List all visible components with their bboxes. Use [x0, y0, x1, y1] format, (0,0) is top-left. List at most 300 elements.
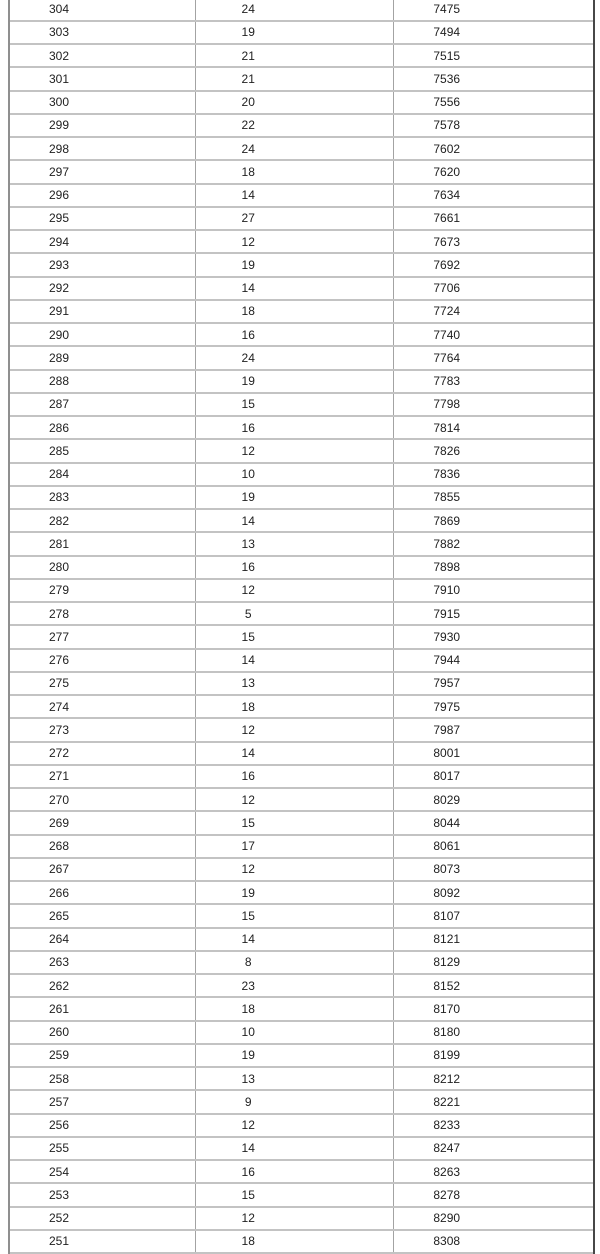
score-value: 267	[49, 862, 70, 877]
count-value: 24	[241, 350, 255, 365]
score-value: 302	[49, 48, 70, 63]
cumulative-value: 8001	[433, 746, 461, 761]
cumulative-value: 7602	[433, 141, 461, 156]
table-row	[10, 394, 593, 417]
table-row	[10, 603, 593, 626]
cumulative-value: 8247	[433, 1141, 461, 1156]
score-value: 290	[49, 327, 70, 342]
table-row	[10, 347, 593, 370]
cell-count	[196, 673, 394, 694]
cell-cumulative	[394, 766, 593, 787]
score-value: 265	[49, 908, 70, 923]
cumulative-value: 8180	[433, 1025, 461, 1040]
cell-cumulative	[394, 22, 593, 43]
cell-score	[10, 371, 196, 392]
cumulative-value: 7724	[433, 304, 461, 319]
score-value: 287	[49, 397, 70, 412]
count-value: 12	[241, 443, 255, 458]
cumulative-value: 8017	[433, 769, 461, 784]
cell-score	[10, 138, 196, 159]
count-value: 19	[241, 885, 255, 900]
count-value: 21	[241, 71, 255, 86]
cell-cumulative	[394, 789, 593, 810]
score-value: 264	[49, 932, 70, 947]
count-value: 13	[241, 676, 255, 691]
table-row	[10, 45, 593, 68]
table-row	[10, 1231, 593, 1254]
table-row	[10, 789, 593, 812]
cumulative-value: 8290	[433, 1211, 461, 1226]
table-row	[10, 882, 593, 905]
cumulative-value: 8061	[433, 839, 461, 854]
cell-score	[10, 1184, 196, 1205]
count-value: 19	[241, 1048, 255, 1063]
cumulative-value: 7673	[433, 234, 461, 249]
score-value: 304	[49, 2, 70, 17]
cell-count	[196, 580, 394, 601]
cell-cumulative	[394, 1091, 593, 1112]
count-value: 18	[241, 1234, 255, 1249]
count-value: 18	[241, 164, 255, 179]
cumulative-value: 7556	[433, 95, 461, 110]
cell-score	[10, 673, 196, 694]
score-value: 273	[49, 722, 70, 737]
count-value: 19	[241, 25, 255, 40]
cell-cumulative	[394, 68, 593, 89]
cell-count	[196, 882, 394, 903]
cell-count	[196, 92, 394, 113]
score-value: 261	[49, 1001, 70, 1016]
score-value: 268	[49, 839, 70, 854]
cell-score	[10, 998, 196, 1019]
cell-cumulative	[394, 115, 593, 136]
count-value: 10	[241, 1025, 255, 1040]
table-row	[10, 278, 593, 301]
table-row	[10, 1161, 593, 1184]
count-value: 14	[241, 513, 255, 528]
cell-cumulative	[394, 626, 593, 647]
cell-cumulative	[394, 394, 593, 415]
table-row	[10, 696, 593, 719]
table-row	[10, 254, 593, 277]
cell-score	[10, 557, 196, 578]
cumulative-value: 7706	[433, 281, 461, 296]
cell-count	[196, 696, 394, 717]
cell-count	[196, 440, 394, 461]
table-row	[10, 1184, 593, 1207]
cell-score	[10, 952, 196, 973]
count-value: 15	[241, 1187, 255, 1202]
cumulative-value: 7930	[433, 629, 461, 644]
cell-cumulative	[394, 185, 593, 206]
cell-cumulative	[394, 1022, 593, 1043]
cell-score	[10, 580, 196, 601]
cumulative-value: 7869	[433, 513, 461, 528]
cell-count	[196, 231, 394, 252]
cumulative-value: 7826	[433, 443, 461, 458]
score-value: 278	[49, 606, 70, 621]
cumulative-value: 8107	[433, 908, 461, 923]
table-row	[10, 557, 593, 580]
cell-cumulative	[394, 510, 593, 531]
cell-cumulative	[394, 1045, 593, 1066]
cell-cumulative	[394, 487, 593, 508]
table-row	[10, 1115, 593, 1138]
table-row	[10, 324, 593, 347]
cell-count	[196, 324, 394, 345]
score-value: 288	[49, 374, 70, 389]
cell-cumulative	[394, 533, 593, 554]
cumulative-value: 7692	[433, 257, 461, 272]
cumulative-value: 8121	[433, 932, 461, 947]
table-row	[10, 22, 593, 45]
table-row	[10, 905, 593, 928]
cell-cumulative	[394, 998, 593, 1019]
count-value: 17	[241, 839, 255, 854]
cell-count	[196, 371, 394, 392]
table-row	[10, 836, 593, 859]
count-value: 10	[241, 467, 255, 482]
score-value: 256	[49, 1118, 70, 1133]
table-row	[10, 743, 593, 766]
cell-count	[196, 1231, 394, 1252]
score-value: 276	[49, 653, 70, 668]
score-value: 293	[49, 257, 70, 272]
cell-count	[196, 650, 394, 671]
cell-cumulative	[394, 1208, 593, 1229]
cell-count	[196, 115, 394, 136]
count-value: 5	[244, 606, 252, 621]
cumulative-value: 7494	[433, 25, 461, 40]
table-row	[10, 626, 593, 649]
table-row	[10, 440, 593, 463]
cell-count	[196, 208, 394, 229]
cell-score	[10, 45, 196, 66]
cell-count	[196, 859, 394, 880]
table-row	[10, 208, 593, 231]
cell-cumulative	[394, 603, 593, 624]
table-row	[10, 417, 593, 440]
cell-count	[196, 1161, 394, 1182]
table-row	[10, 650, 593, 673]
cumulative-value: 8308	[433, 1234, 461, 1249]
cumulative-value: 7987	[433, 722, 461, 737]
table-row	[10, 673, 593, 696]
table-row	[10, 1138, 593, 1161]
score-value: 292	[49, 281, 70, 296]
cell-score	[10, 185, 196, 206]
score-value: 257	[49, 1094, 70, 1109]
cell-count	[196, 394, 394, 415]
cell-count	[196, 161, 394, 182]
cell-cumulative	[394, 208, 593, 229]
cell-cumulative	[394, 231, 593, 252]
cell-cumulative	[394, 138, 593, 159]
cumulative-value: 8073	[433, 862, 461, 877]
count-value: 12	[241, 1211, 255, 1226]
count-value: 8	[244, 955, 252, 970]
cumulative-value: 7836	[433, 467, 461, 482]
count-value: 15	[241, 908, 255, 923]
cell-count	[196, 510, 394, 531]
count-value: 19	[241, 374, 255, 389]
cell-cumulative	[394, 45, 593, 66]
score-value: 260	[49, 1025, 70, 1040]
cell-count	[196, 1208, 394, 1229]
table-row	[10, 1091, 593, 1114]
cell-count	[196, 1045, 394, 1066]
count-value: 19	[241, 257, 255, 272]
cell-score	[10, 347, 196, 368]
cell-score	[10, 115, 196, 136]
table-row	[10, 952, 593, 975]
cumulative-value: 7661	[433, 211, 461, 226]
cumulative-value: 8233	[433, 1118, 461, 1133]
table-row	[10, 510, 593, 533]
cumulative-value: 8263	[433, 1164, 461, 1179]
score-value: 269	[49, 815, 70, 830]
cell-score	[10, 417, 196, 438]
count-value: 16	[241, 420, 255, 435]
cell-cumulative	[394, 301, 593, 322]
count-value: 24	[241, 141, 255, 156]
cell-score	[10, 812, 196, 833]
cell-score	[10, 1068, 196, 1089]
cell-score	[10, 626, 196, 647]
cell-count	[196, 719, 394, 740]
cell-score	[10, 22, 196, 43]
count-value: 21	[241, 48, 255, 63]
table-row	[10, 929, 593, 952]
score-value: 303	[49, 25, 70, 40]
cell-count	[196, 603, 394, 624]
cell-cumulative	[394, 324, 593, 345]
table-row	[10, 1045, 593, 1068]
cell-cumulative	[394, 1138, 593, 1159]
count-value: 12	[241, 862, 255, 877]
cell-cumulative	[394, 0, 593, 20]
score-value: 285	[49, 443, 70, 458]
score-value: 301	[49, 71, 70, 86]
cell-cumulative	[394, 1161, 593, 1182]
cell-score	[10, 1138, 196, 1159]
cell-cumulative	[394, 1184, 593, 1205]
cell-count	[196, 812, 394, 833]
count-value: 14	[241, 746, 255, 761]
cumulative-value: 7764	[433, 350, 461, 365]
cell-score	[10, 719, 196, 740]
cumulative-value: 7798	[433, 397, 461, 412]
score-value: 252	[49, 1211, 70, 1226]
cell-count	[196, 68, 394, 89]
count-value: 14	[241, 1141, 255, 1156]
cumulative-value: 8278	[433, 1187, 461, 1202]
count-value: 16	[241, 769, 255, 784]
cell-cumulative	[394, 580, 593, 601]
count-value: 16	[241, 1164, 255, 1179]
cell-cumulative	[394, 719, 593, 740]
cell-count	[196, 417, 394, 438]
cumulative-value: 7740	[433, 327, 461, 342]
cell-cumulative	[394, 812, 593, 833]
cell-cumulative	[394, 836, 593, 857]
count-value: 18	[241, 1001, 255, 1016]
count-value: 15	[241, 815, 255, 830]
cell-count	[196, 1068, 394, 1089]
cell-count	[196, 789, 394, 810]
table-row	[10, 859, 593, 882]
score-value: 282	[49, 513, 70, 528]
cell-score	[10, 464, 196, 485]
score-value: 299	[49, 118, 70, 133]
cumulative-value: 7620	[433, 164, 461, 179]
cumulative-value: 7515	[433, 48, 461, 63]
table-row	[10, 580, 593, 603]
score-value: 298	[49, 141, 70, 156]
cumulative-value: 7915	[433, 606, 461, 621]
score-value: 272	[49, 746, 70, 761]
count-value: 15	[241, 397, 255, 412]
cumulative-value: 8212	[433, 1071, 461, 1086]
table-row	[10, 487, 593, 510]
count-value: 27	[241, 211, 255, 226]
count-value: 18	[241, 699, 255, 714]
cell-count	[196, 557, 394, 578]
cell-score	[10, 696, 196, 717]
score-value: 258	[49, 1071, 70, 1086]
cell-score	[10, 440, 196, 461]
score-value: 270	[49, 792, 70, 807]
cumulative-value: 7882	[433, 536, 461, 551]
cell-cumulative	[394, 557, 593, 578]
cumulative-value: 7814	[433, 420, 461, 435]
score-value: 262	[49, 978, 70, 993]
cell-count	[196, 533, 394, 554]
cumulative-value: 7957	[433, 676, 461, 691]
cumulative-value: 7634	[433, 188, 461, 203]
cell-count	[196, 1138, 394, 1159]
cell-count	[196, 254, 394, 275]
score-value: 289	[49, 350, 70, 365]
cumulative-value: 7578	[433, 118, 461, 133]
cell-score	[10, 1161, 196, 1182]
table-row	[10, 533, 593, 556]
score-value: 284	[49, 467, 70, 482]
table-row	[10, 812, 593, 835]
count-value: 14	[241, 188, 255, 203]
count-value: 14	[241, 281, 255, 296]
score-value: 263	[49, 955, 70, 970]
table-row	[10, 185, 593, 208]
cell-cumulative	[394, 92, 593, 113]
cell-score	[10, 975, 196, 996]
table-row	[10, 766, 593, 789]
cell-score	[10, 0, 196, 20]
count-value: 15	[241, 629, 255, 644]
cell-cumulative	[394, 905, 593, 926]
cumulative-value: 7975	[433, 699, 461, 714]
cell-cumulative	[394, 347, 593, 368]
score-table	[8, 0, 595, 1254]
cell-score	[10, 254, 196, 275]
cumulative-value: 8170	[433, 1001, 461, 1016]
cell-count	[196, 464, 394, 485]
cell-count	[196, 998, 394, 1019]
cumulative-value: 8092	[433, 885, 461, 900]
score-value: 259	[49, 1048, 70, 1063]
cell-score	[10, 533, 196, 554]
cell-score	[10, 1091, 196, 1112]
count-value: 12	[241, 1118, 255, 1133]
count-value: 16	[241, 327, 255, 342]
count-value: 16	[241, 560, 255, 575]
cell-count	[196, 905, 394, 926]
score-value: 253	[49, 1187, 70, 1202]
count-value: 13	[241, 1071, 255, 1086]
score-value: 300	[49, 95, 70, 110]
score-value: 255	[49, 1141, 70, 1156]
cell-count	[196, 626, 394, 647]
cell-cumulative	[394, 929, 593, 950]
cell-score	[10, 301, 196, 322]
cell-count	[196, 1115, 394, 1136]
count-value: 14	[241, 932, 255, 947]
table-row	[10, 115, 593, 138]
cumulative-value: 7944	[433, 653, 461, 668]
cell-score	[10, 68, 196, 89]
cell-score	[10, 1022, 196, 1043]
cell-count	[196, 301, 394, 322]
count-value: 18	[241, 304, 255, 319]
cell-cumulative	[394, 161, 593, 182]
cell-score	[10, 859, 196, 880]
cell-count	[196, 929, 394, 950]
cell-count	[196, 45, 394, 66]
table-row	[10, 231, 593, 254]
score-value: 295	[49, 211, 70, 226]
cell-score	[10, 161, 196, 182]
cell-count	[196, 278, 394, 299]
count-value: 12	[241, 234, 255, 249]
score-value: 254	[49, 1164, 70, 1179]
count-value: 13	[241, 536, 255, 551]
cell-score	[10, 510, 196, 531]
cell-score	[10, 603, 196, 624]
cell-score	[10, 92, 196, 113]
cumulative-value: 8129	[433, 955, 461, 970]
count-value: 14	[241, 653, 255, 668]
cumulative-value: 7783	[433, 374, 461, 389]
score-value: 274	[49, 699, 70, 714]
count-value: 9	[244, 1094, 252, 1109]
score-value: 271	[49, 769, 70, 784]
cell-count	[196, 1022, 394, 1043]
cell-cumulative	[394, 696, 593, 717]
cell-cumulative	[394, 371, 593, 392]
cumulative-value: 7855	[433, 490, 461, 505]
cell-count	[196, 1091, 394, 1112]
cell-count	[196, 22, 394, 43]
table-row	[10, 464, 593, 487]
score-value: 281	[49, 536, 70, 551]
cell-count	[196, 487, 394, 508]
cell-count	[196, 1184, 394, 1205]
count-value: 19	[241, 490, 255, 505]
cell-score	[10, 905, 196, 926]
cell-score	[10, 324, 196, 345]
cell-cumulative	[394, 254, 593, 275]
table-row	[10, 1022, 593, 1045]
